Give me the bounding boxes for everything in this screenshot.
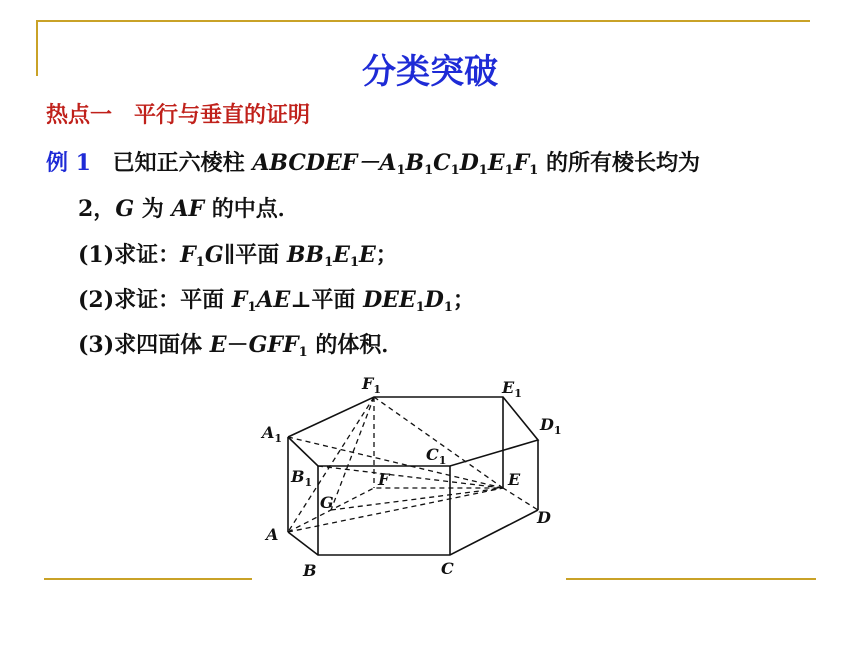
top-hexagon [288, 397, 538, 466]
line-B1E [318, 466, 503, 488]
label-C: C [441, 559, 454, 578]
question-2: (2)求证：平面 $F_1AE\perp$平面 $DEE_1D_1$； [78, 287, 475, 315]
question-3: (3)求四面体 $E-GFF_1$ 的体积． [78, 332, 404, 360]
page-title: 分类突破 [362, 52, 498, 92]
footer-rule-left [44, 578, 252, 580]
label-F: F [378, 470, 390, 489]
label-E1: $E_1$ [502, 378, 522, 400]
label-C1: $C_1$ [426, 445, 447, 467]
label-G: G [320, 493, 334, 512]
example-line-2: 2，G 为 AF 的中点． [78, 196, 300, 222]
label-F1: $F_1$ [362, 374, 382, 396]
hexagonal-prism-figure [250, 370, 580, 585]
footer-rule-right [566, 578, 816, 580]
question-1: (1)求证：$F_1G\parallel$平面 $BB_1E_1E$； [78, 242, 398, 270]
label-A: A [266, 525, 279, 544]
example-line-1: 例 1 已知正六棱柱 $ABCDEF-A_1B_1C_1D_1E_1F_1$ 的所有棱长均为 [46, 150, 700, 178]
label-B1: $B_1$ [291, 467, 313, 489]
frame-top-rule [36, 20, 810, 22]
label-E: E [508, 470, 521, 489]
label-A1: $A_1$ [262, 423, 283, 445]
label-B: B [303, 561, 317, 580]
example-label: 例 1 [46, 150, 91, 176]
section-heading: 热点一 平行与垂直的证明 [46, 102, 311, 128]
label-D1: $D_1$ [540, 415, 562, 437]
label-D: D [537, 508, 551, 527]
line-GE [331, 488, 503, 510]
bottom-visible-edges [288, 510, 538, 555]
